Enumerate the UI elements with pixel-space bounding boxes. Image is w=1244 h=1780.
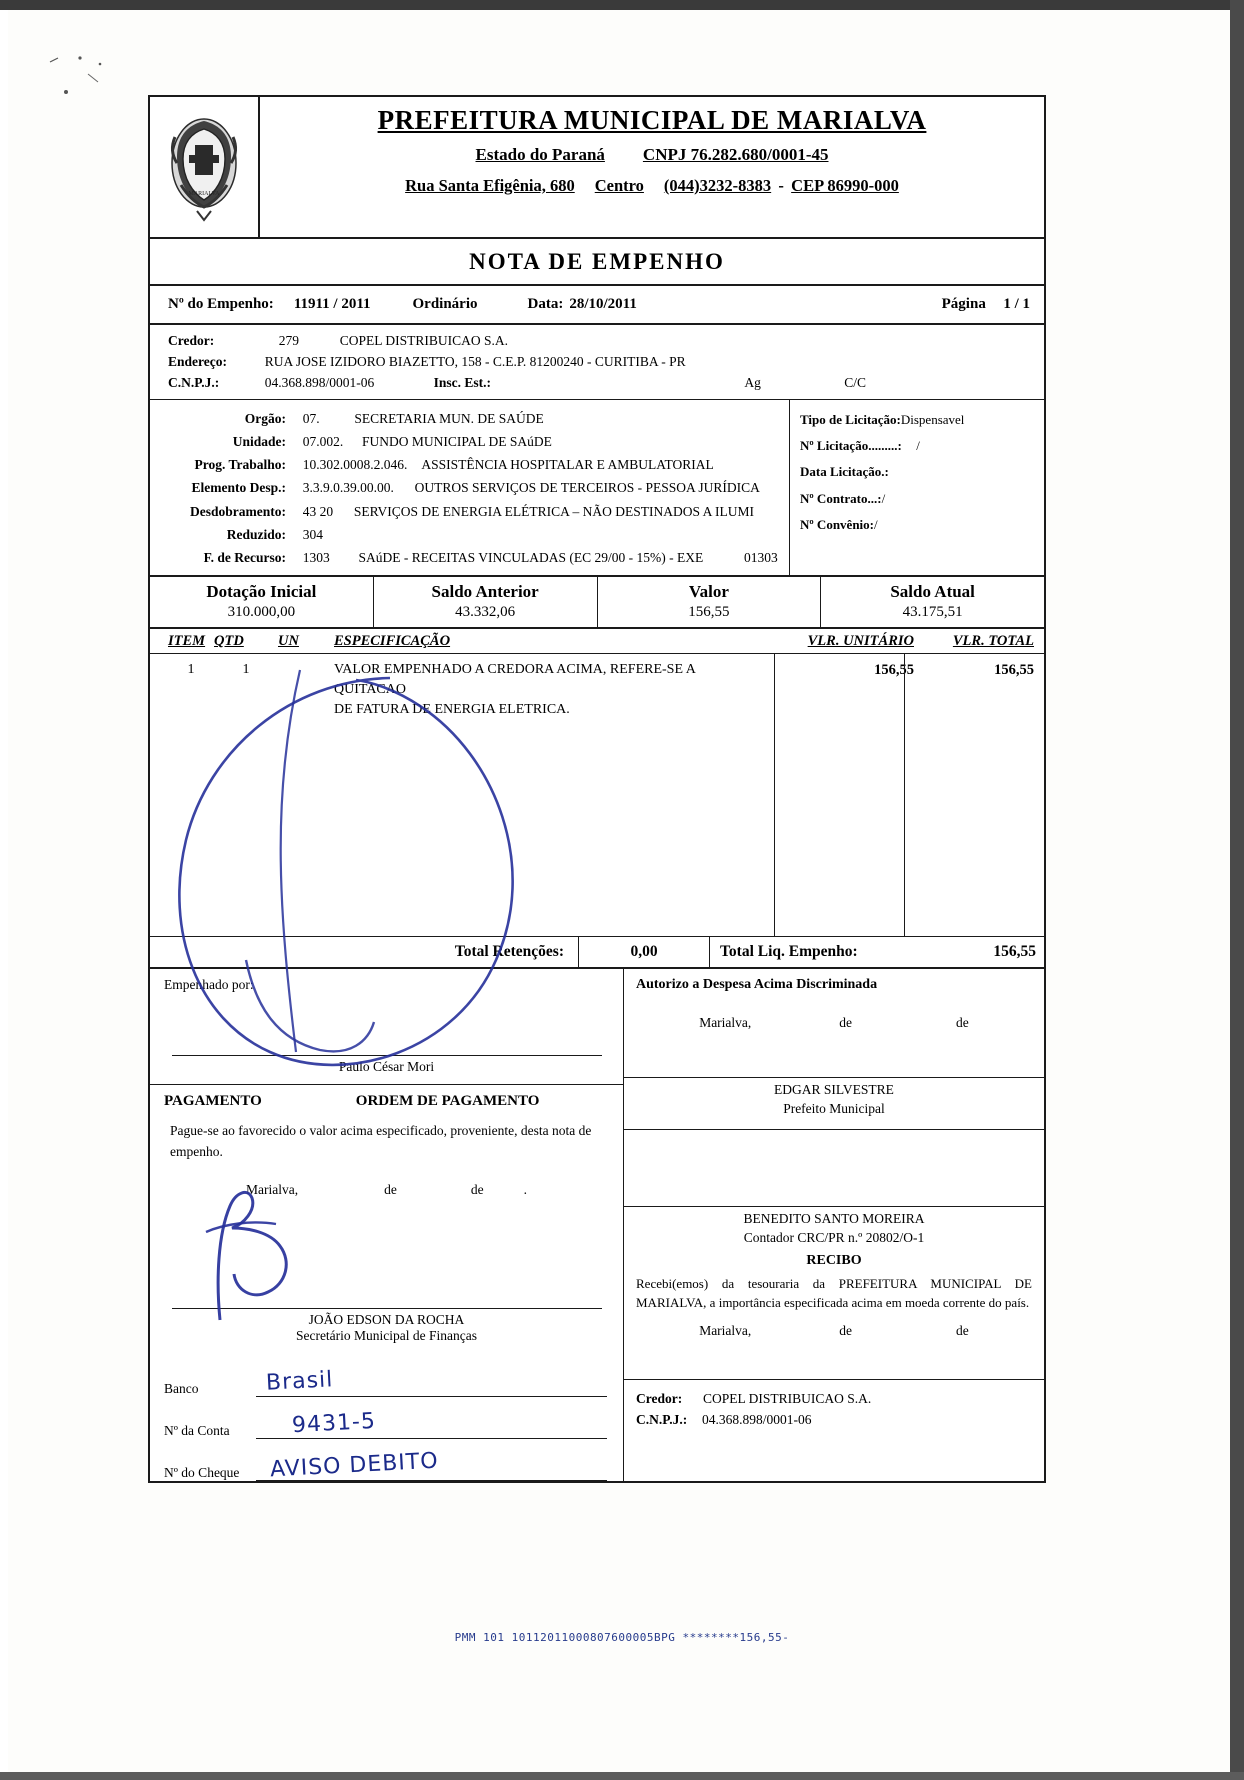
num-licitacao-label: Nº Licitação.........: xyxy=(800,438,902,454)
cheque-handwritten-value: AVISO DEBITO xyxy=(269,1448,440,1483)
orgao-row xyxy=(168,407,783,430)
recibo-creditor-block xyxy=(624,1379,1044,1437)
prog-code: 10.302.0008.2.046. xyxy=(302,457,408,473)
header-state-cnpj xyxy=(270,145,1034,165)
convenio-label: Nº Convênio: xyxy=(800,516,874,532)
col-un: UN xyxy=(278,633,299,650)
signature-left-column xyxy=(150,969,624,1481)
col-vlr-unitario: VLR. UNITÁRIO xyxy=(807,633,914,650)
tipo-licitacao-row xyxy=(800,407,1038,433)
contrato-value: / xyxy=(881,490,886,506)
crest-cell xyxy=(150,97,260,237)
creditor-cnpj-label: C.N.P.J.: xyxy=(168,374,220,390)
header-text xyxy=(260,97,1044,237)
prefeito-role: Prefeito Municipal xyxy=(783,1101,885,1117)
desdobramento-code: 43 20 xyxy=(302,503,334,519)
banco-row[interactable] xyxy=(150,1355,623,1397)
row-un xyxy=(278,660,334,720)
items-table-body xyxy=(150,654,1044,936)
elemento-row xyxy=(168,476,783,499)
date-label: Data: xyxy=(527,296,564,312)
saldo-atual-value: 43.175,51 xyxy=(902,604,963,621)
totals-row xyxy=(150,936,1044,969)
cheque-row[interactable] xyxy=(150,1439,623,1481)
dotacao-inicial-label: Dotação Inicial xyxy=(206,582,317,602)
autorizo-date-line xyxy=(624,993,1044,1031)
empenho-summary-row xyxy=(150,286,1044,325)
elemento-name: OUTROS SERVIÇOS DE TERCEIROS - PESSOA JURÍDICA xyxy=(414,480,760,496)
pagamento-de-1: de xyxy=(384,1181,397,1197)
empenhado-por-label: Empenhado por: xyxy=(164,977,254,993)
creditor-cnpj: 04.368.898/0001-06 xyxy=(264,374,375,390)
unidade-label: Unidade: xyxy=(232,433,286,449)
pagamento-date-line: Marialva, de de . xyxy=(246,1181,527,1197)
recibo-city: Marialva, xyxy=(699,1322,752,1338)
page-label: Página xyxy=(941,296,986,312)
creditor-address-row xyxy=(168,352,1034,373)
cc-label: C/C xyxy=(844,374,867,390)
financas-name: JOÃO EDSON DA ROCHA xyxy=(308,1311,465,1327)
signature-area xyxy=(150,969,1044,1481)
recibo-creditor-row xyxy=(636,1388,1044,1410)
convenio-row xyxy=(800,512,1038,538)
recibo-cnpj-row xyxy=(636,1409,1044,1431)
valor-cell xyxy=(598,577,822,627)
items-table-header xyxy=(150,629,1044,654)
recibo-text: Recebi(emos) da tesouraria da PREFEITURA MUNICIPAL DE MARIALVA, a importância especificada acima em moeda corrente do país. xyxy=(636,1275,1032,1310)
conta-row[interactable] xyxy=(150,1397,623,1439)
cheque-label: Nº do Cheque xyxy=(164,1464,240,1480)
address-text: Rua Santa Efigênia, 680 xyxy=(405,176,575,195)
banco-handwritten-value: Brasil xyxy=(265,1367,334,1396)
creditor-address-label: Endereço: xyxy=(168,353,227,369)
empenho-modality: Ordinário xyxy=(412,296,478,312)
city-hall-title: PREFEITURA MUNICIPAL DE MARIALVA xyxy=(377,105,927,135)
total-liquido-label: Total Liq. Empenho: xyxy=(720,943,858,961)
recurso-code: 1303 xyxy=(302,550,330,566)
saldo-anterior-cell xyxy=(374,577,598,627)
desdobramento-name: SERVIÇOS DE ENERGIA ELÉTRICA – NÃO DESTINADOS A ILUMI xyxy=(353,503,755,519)
contador-name: BENEDITO SANTO MOREIRA xyxy=(743,1211,925,1227)
autorizo-title: Autorizo a Despesa Acima Discriminada xyxy=(636,977,878,993)
empenhado-por-name: Paulo César Mori xyxy=(338,1059,435,1075)
ordem-pagamento-title: ORDEM DE PAGAMENTO xyxy=(355,1093,540,1110)
prog-label: Prog. Trabalho: xyxy=(194,457,286,473)
orgao-label: Orgão: xyxy=(244,410,286,426)
budget-and-bidding xyxy=(150,400,1044,578)
tipo-licitacao-value: Dispensavel xyxy=(900,411,965,427)
footer-code-line: PMM 101 10112011000807600005BPG ********156,55- xyxy=(454,1631,790,1644)
conta-field[interactable] xyxy=(256,1408,607,1439)
phone-text: (044)3232-8383 xyxy=(663,176,772,195)
creditor-name-row xyxy=(168,331,1034,352)
recibo-date-line xyxy=(624,1313,1044,1339)
recibo-de-2: de xyxy=(956,1322,969,1338)
total-liquido-value: 156,55 xyxy=(993,943,1036,961)
orgao-code: 07. xyxy=(302,410,320,426)
district-text: Centro xyxy=(594,176,644,195)
recibo-cnpj-label: C.N.P.J.: xyxy=(636,1412,688,1428)
creditor-cnpj-row xyxy=(168,373,1034,394)
header-address-line: Rua Santa Efigênia, 680 Centro (044)3232-8383 - CEP 86990-000 xyxy=(405,176,899,195)
desdobramento-label: Desdobramento: xyxy=(190,503,286,519)
recibo-credor-label: Credor: xyxy=(636,1390,683,1406)
prog-name: ASSISTÊNCIA HOSPITALAR E AMBULATORIAL xyxy=(421,457,714,473)
cheque-field[interactable] xyxy=(256,1448,607,1483)
creditor-block xyxy=(150,325,1044,400)
signature-right-column xyxy=(624,969,1044,1481)
total-retencoes-value: 0,00 xyxy=(578,937,710,967)
insc-est-label: Insc. Est.: xyxy=(433,374,492,390)
empenho-label: Nº do Empenho: xyxy=(168,296,274,312)
contador-role: Contador CRC/PR n.º 20802/O-1 xyxy=(743,1229,925,1245)
recurso-name: SAúDE - RECEITAS VINCULADAS (EC 29/00 - 15%) - EXE xyxy=(358,550,704,566)
banco-label: Banco xyxy=(164,1380,199,1396)
unidade-code: 07.002. xyxy=(302,433,344,449)
nota-de-empenho-document xyxy=(148,95,1046,1483)
bank-block xyxy=(150,1353,623,1481)
contrato-label: Nº Contrato...: xyxy=(800,490,882,506)
document-header xyxy=(150,97,1044,239)
recibo-title: RECIBO xyxy=(806,1252,862,1268)
num-licitacao-row xyxy=(800,433,1038,459)
valor-value: 156,55 xyxy=(688,604,730,621)
pague-se-text: Pague-se ao favorecido o valor acima especificado, proveniente, desta nota de empenho. xyxy=(170,1123,592,1159)
scan-edge-bottom xyxy=(0,1772,1244,1780)
valor-label: Valor xyxy=(688,582,729,602)
unidade-name: FUNDO MUNICIPAL DE SAúDE xyxy=(362,433,552,449)
page-indicator xyxy=(942,296,1030,313)
empenho-number: 11911 / 2011 xyxy=(293,296,371,312)
saldo-atual-cell xyxy=(821,577,1044,627)
page-value: 1 / 1 xyxy=(1003,296,1030,312)
tipo-licitacao-label: Tipo de Licitação: xyxy=(800,411,901,427)
table-row xyxy=(150,654,1044,720)
budget-block xyxy=(150,400,790,576)
autorizo-city: Marialva, xyxy=(699,1015,752,1031)
financas-role: Secretário Municipal de Finanças xyxy=(295,1327,478,1343)
scan-edge-right xyxy=(1230,0,1244,1780)
num-licitacao-value: / xyxy=(916,438,920,454)
saldo-anterior-label: Saldo Anterior xyxy=(431,582,539,602)
reduzido-row xyxy=(168,523,783,546)
banco-field[interactable] xyxy=(256,1367,607,1397)
conta-handwritten-value: 9431-5 xyxy=(291,1408,377,1438)
prog-row xyxy=(168,453,783,476)
row-qtd: 1 xyxy=(242,662,250,678)
reduzido-value: 304 xyxy=(302,526,323,542)
contrato-row xyxy=(800,486,1038,512)
desdobramento-row xyxy=(168,500,783,523)
saldo-anterior-value: 43.332,06 xyxy=(455,604,516,621)
row-item: 1 xyxy=(187,662,195,678)
pagamento-city: Marialva, xyxy=(246,1181,299,1197)
pagamento-title: PAGAMENTO xyxy=(164,1093,262,1110)
recurso-number: 01303 xyxy=(744,550,778,566)
pagamento-headers xyxy=(150,1084,623,1117)
col-especificacao: ESPECIFICAÇÃO xyxy=(334,633,451,650)
dotacao-inicial-value: 310.000,00 xyxy=(227,604,296,621)
pagamento-de-2: de xyxy=(470,1181,484,1197)
col-vlr-total: VLR. TOTAL xyxy=(952,633,1034,650)
row-especificacao-line2: DE FATURA DE ENERGIA ELETRICA. xyxy=(334,702,570,718)
creditor-label: Credor: xyxy=(168,333,215,348)
conta-label: Nº da Conta xyxy=(164,1422,230,1438)
autorizo-de-1: de xyxy=(839,1015,853,1031)
cep-text: CEP 86990-000 xyxy=(791,176,899,195)
total-retencoes-label: Total Retenções: xyxy=(454,943,564,961)
saldo-atual-label: Saldo Atual xyxy=(890,582,975,602)
state-label: Estado do Paraná xyxy=(475,145,605,164)
recibo-credor-name: COPEL DISTRIBUICAO S.A. xyxy=(703,1390,872,1406)
col-qtd: QTD xyxy=(214,633,244,650)
contador-caption xyxy=(624,1207,1044,1248)
dotacao-inicial-cell xyxy=(150,577,374,627)
creditor-name: COPEL DISTRIBUICAO S.A. xyxy=(339,333,509,348)
recurso-label: F. de Recurso: xyxy=(203,550,286,566)
financas-caption xyxy=(150,1309,623,1353)
cnpj-text: CNPJ 76.282.680/0001-45 xyxy=(642,145,829,164)
ag-label: Ag xyxy=(744,374,761,390)
recurso-row xyxy=(168,546,783,569)
prefeito-caption xyxy=(624,1078,1044,1119)
unidade-row xyxy=(168,430,783,453)
date-value: 28/10/2011 xyxy=(569,296,637,312)
amounts-row xyxy=(150,577,1044,629)
row-especificacao-line1: VALOR EMPENHADO A CREDORA ACIMA, REFERE-SE A QUITACAO xyxy=(334,662,696,698)
orgao-name: SECRETARIA MUN. DE SAÚDE xyxy=(354,410,544,426)
convenio-value: / xyxy=(874,516,878,532)
recibo-de-1: de xyxy=(839,1322,853,1338)
prefeito-name: EDGAR SILVESTRE xyxy=(774,1082,894,1098)
creditor-address: RUA JOSE IZIDORO BIAZETTO, 158 - C.E.P. 81200240 - CURITIBA - PR xyxy=(264,353,686,369)
autorizo-de-2: de xyxy=(956,1015,969,1031)
col-item: ITEM xyxy=(168,633,206,650)
data-licitacao-label: Data Licitação.: xyxy=(800,464,889,480)
scan-edge-top xyxy=(0,0,1244,10)
elemento-code: 3.3.9.0.39.00.00. xyxy=(302,480,394,496)
elemento-label: Elemento Desp.: xyxy=(191,480,286,496)
row-vlr-unitario: 156,55 xyxy=(874,662,914,679)
svg-text:MARIALVA: MARIALVA xyxy=(188,191,220,197)
financas-signature-space xyxy=(150,1198,623,1308)
row-vlr-total: 156,55 xyxy=(994,662,1034,679)
recibo-cnpj-value: 04.368.898/0001-06 xyxy=(702,1412,812,1428)
coat-of-arms-icon xyxy=(167,111,241,223)
creditor-code: 279 xyxy=(278,333,299,348)
document-type-title: NOTA DE EMPENHO xyxy=(150,239,1044,286)
data-licitacao-row xyxy=(800,459,1038,485)
row-especificacao xyxy=(334,660,764,720)
reduzido-label: Reduzido: xyxy=(226,526,286,542)
bidding-block xyxy=(790,400,1044,576)
